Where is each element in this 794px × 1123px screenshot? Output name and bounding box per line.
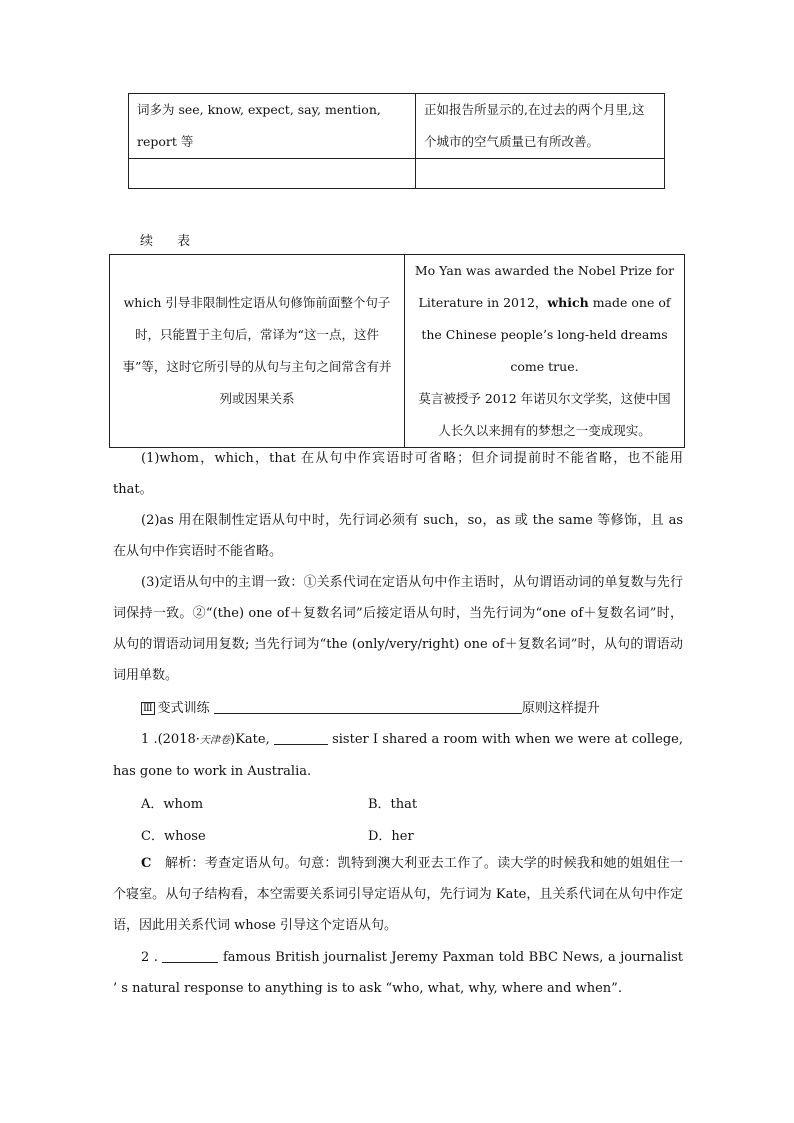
answer-blank[interactable] [162,949,218,963]
table-cell [416,94,665,159]
question-text-rest: sister I shared a room with when we were at college, has gone to work in Australia. [113,732,683,779]
example-bold: which [547,295,589,310]
example-text-rest: made one of the Chinese people’s long-held dreams come true. [421,295,671,374]
table-caption: 续 表 [140,234,201,249]
question-number: 1 . [141,732,158,747]
answer-analysis [113,848,683,941]
answer-letter: C [141,856,152,871]
table-row [129,159,665,189]
option-a[interactable]: A．whom [141,797,204,812]
table-cell-left [110,255,405,448]
question-source: (2018· [157,732,200,747]
question-2 [113,942,683,1004]
section-rule [214,700,522,714]
note-3: (3)定语从句中的主谓一致：①关系代词在定语从句中作主语时，从句谓语动词的单复数与先行词保持一致。②“(the) one of＋复数名词”后接定语从句时，当先行词为“one of＋复数名词”时，从句的谓语动词用复数; 当先行词为“the (only/very/right) one of＋复数名词”时，从句的谓语动词用单数。 [113,575,683,683]
note-2: (2)as 用在限制性定语从句中时，先行词必须有 such，so，as 或 the same 等修饰，且 as 在从句中作宾语时不能省略。 [113,513,683,559]
question-source-name: 天津卷 [199,735,231,746]
section-header [141,693,681,724]
cell-text: 正如报告所显示的,在过去的两个月里,这个城市的空气质量已有所改善。 [424,102,645,149]
table-row [129,94,665,159]
cell-text: which 引导非限制性定语从句修饰前面整个句子时，只能置于主句后，常译为“这一点，这件事”等，这时它所引导的从句与主句之间常含有并列或因果关系 [122,295,392,406]
question-1 [113,724,683,787]
analysis-text: 解析：考查定语从句。句意：凯特到澳大利亚去工作了。读大学的时候我和她的姐姐住一个寝室。从句子结构看，本空需要关系词引导定语从句，先行词为 Kate，且关系代词在从句中作定语，因此用关系代词 whose 引导这个定语从句。 [113,856,683,933]
table-cell [416,159,665,189]
question-text: Kate, [235,732,274,747]
section-right-label: 原则这样提升 [521,701,600,716]
question-source-close: ) [230,732,236,747]
option-c[interactable]: C．whose [141,829,206,844]
table-cell-right [405,255,685,448]
example-translation: 莫言被授予 2012 年诺贝尔文学奖，这使中国人长久以来拥有的梦想之一变成现实。 [418,391,671,438]
table-cell [129,94,416,159]
example-text: Mo Yan was awarded the Nobel Prize for Literature in 2012， [414,263,675,310]
note-1: (1)whom，which，that 在从句中作宾语时可省略；但介词提前时不能省略，也不能用 that。 [113,451,683,497]
option-b[interactable]: B．that [368,797,418,812]
question-number: 2 . [141,950,158,965]
answer-blank[interactable] [274,731,328,745]
table-top [128,93,665,189]
cell-text: 词多为 see, know, expect, say, mention, report 等 [137,102,381,149]
table-cell [129,159,416,189]
table-row [110,255,685,448]
table-continued [109,254,685,448]
section-title: 变式训练 [157,701,210,716]
question-text: famous British journalist Jeremy Paxman told BBC News, a journalist ’ s natural response to anything is to ask “who, what, why, where and when”. [113,950,683,996]
option-d[interactable]: D．her [368,829,414,844]
section-number: Ⅲ [143,703,153,714]
